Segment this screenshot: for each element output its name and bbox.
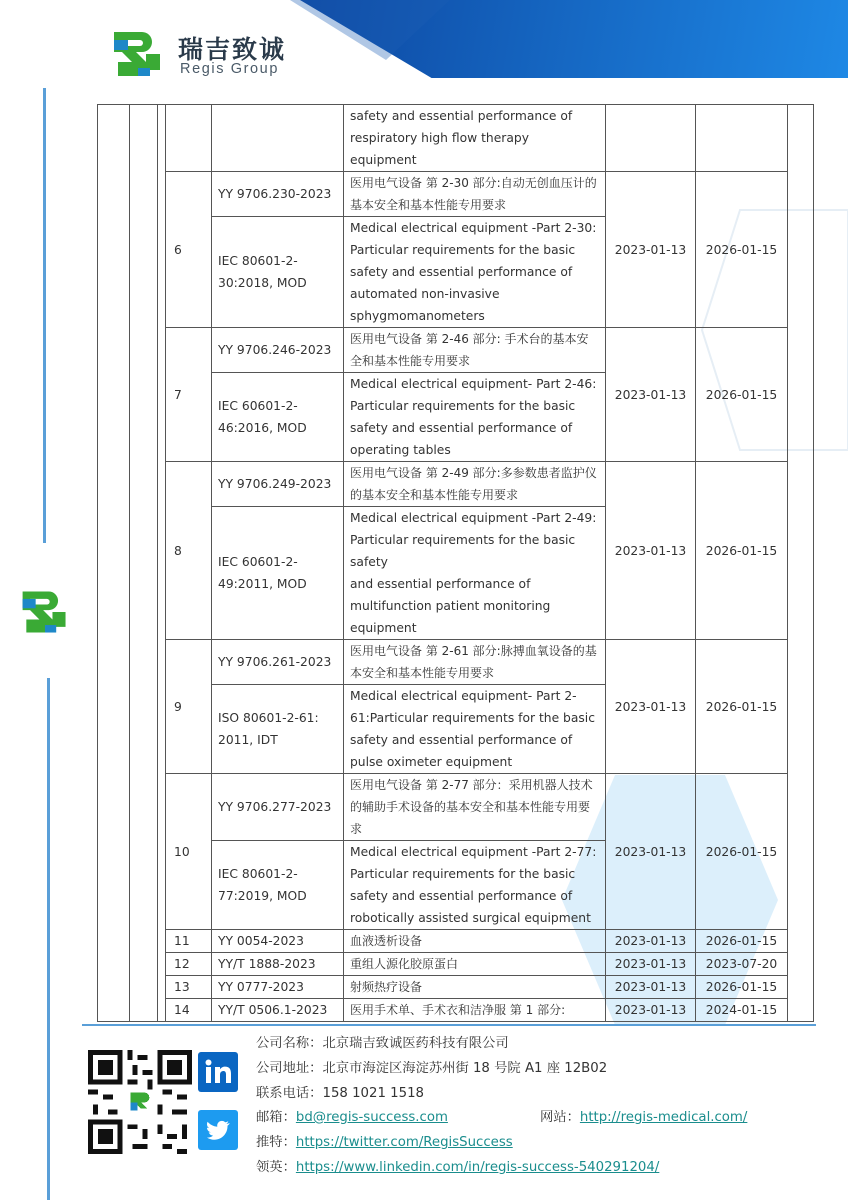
phone-number: 158 1021 1518 [322,1086,424,1101]
row-number: 11 [166,930,212,953]
standard-code: YY/T 0506.1-2023 [212,999,344,1022]
chinese-title-cell: 医用电气设备 第 2-49 部分:多参数患者监护仪的基本安全和基本性能专用要求 [344,462,606,507]
table-row [98,462,814,507]
international-standard-code: IEC 60601-2-46:2016, MOD [212,373,344,462]
table-row [98,172,814,217]
issue-date: 2023-01-13 [606,976,696,999]
row-number: 7 [166,328,212,462]
standard-code: YY 9706.230-2023 [212,172,344,217]
english-title-cell [344,507,606,640]
logo-chinese-name: 瑞吉致诚 [178,35,287,64]
chinese-title-cell: 医用电气设备 第 2-30 部分:自动无创血压计的基本安全和基本性能专用要求 [344,172,606,217]
chinese-title-cell: 重组人源化胶原蛋白 [344,953,606,976]
chinese-title-cell: 医用电气设备 第 2-61 部分:脉搏血氧设备的基本安全和基本性能专用要求 [344,640,606,685]
company-name-line: 公司名称：北京瑞吉致诚医药科技有限公司 [256,1036,509,1051]
table-row [98,930,814,953]
table-row [98,774,814,841]
company-name: 北京瑞吉致诚医药科技有限公司 [322,1036,509,1051]
table-row [98,105,814,172]
chinese-title-cell: 医用手术单、手术衣和洁净服 第 1 部分: [344,999,606,1022]
issue-date: 2023-01-13 [606,640,696,774]
international-standard-code: IEC 80601-2-30:2018, MOD [212,217,344,328]
english-title-part-b: and essential performance of multifunction patient monitoring equipment [350,577,551,635]
issue-date: 2023-01-13 [606,953,696,976]
twitter-link[interactable]: https://twitter.com/RegisSuccess [295,1135,513,1150]
email-line: 邮箱：bd@regis-success.com [256,1110,448,1125]
row-number: 14 [166,999,212,1022]
english-title-cell: Medical electrical equipment- Part 2-61:Particular requirements for the basic safety and essential performance of pulse oximeter equipment [344,685,606,774]
implementation-date: 2024-01-15 [696,999,788,1022]
phone-line: 联系电话：158 1021 1518 [256,1086,424,1101]
row-number: 13 [166,976,212,999]
row-number: 10 [166,774,212,930]
issue-date: 2023-01-13 [606,774,696,930]
standards-table [97,104,814,1022]
table-row [98,999,814,1022]
row-number: 8 [166,462,212,640]
implementation-date: 2026-01-15 [696,976,788,999]
website-link[interactable]: http://regis-medical.com/ [579,1110,748,1125]
linkedin-link[interactable]: https://www.linkedin.com/in/regis-success-540291204/ [295,1160,660,1175]
table-row [98,976,814,999]
international-standard-code: IEC 80601-2-77:2019, MOD [212,841,344,930]
standard-code: YY 9706.277-2023 [212,774,344,841]
standard-code: YY 9706.261-2023 [212,640,344,685]
company-address-line: 公司地址：北京市海淀区海淀苏州街 18 号院 A1 座 12B02 [256,1061,608,1076]
linkedin-line: 领英：https://www.linkedin.com/in/regis-success-540291204/ [256,1160,660,1175]
issue-date: 2023-01-13 [606,328,696,462]
english-title-cell: Medical electrical equipment -Part 2-77: Particular requirements for the basic safety and essential performance of robotically assisted surgical equipment [344,841,606,930]
issue-date: 2023-01-13 [606,930,696,953]
logo-english-name: Regis Group [180,61,279,77]
linkedin-icon[interactable] [198,1052,238,1092]
qr-code-icon [88,1050,192,1154]
english-title-cell: Medical electrical equipment -Part 2-30: Particular requirements for the basic safety and essential performance of automated non-invasive sphygmomanometers [344,217,606,328]
website-line: 网站：http://regis-medical.com/ [540,1110,748,1125]
email-link[interactable]: bd@regis-success.com [295,1110,448,1125]
issue-date: 2023-01-13 [606,462,696,640]
international-standard-code: IEC 60601-2-49:2011, MOD [212,507,344,640]
row-number: 9 [166,640,212,774]
company-address: 北京市海淀区海淀苏州街 18 号院 A1 座 12B02 [322,1061,608,1076]
twitter-line: 推特：https://twitter.com/RegisSuccess [256,1135,513,1150]
issue-date: 2023-01-13 [606,172,696,328]
implementation-date: 2023-07-20 [696,953,788,976]
standard-code: YY/T 1888-2023 [212,953,344,976]
standard-code: YY 0054-2023 [212,930,344,953]
implementation-date: 2026-01-15 [696,930,788,953]
english-title-part-a: Medical electrical equipment -Part 2-49: Particular requirements for the basic safety [350,511,597,569]
implementation-date: 2026-01-15 [696,172,788,328]
table-row [98,953,814,976]
implementation-date: 2026-01-15 [696,462,788,640]
table-row [98,328,814,373]
implementation-date: 2026-01-15 [696,774,788,930]
chinese-title-cell: 医用电气设备 第 2-77 部分：采用机器人技术的辅助手术设备的基本安全和基本性能专用要求 [344,774,606,841]
standard-code: YY 9706.249-2023 [212,462,344,507]
side-rule-top [43,88,46,543]
english-title-cell: Medical electrical equipment- Part 2-46: Particular requirements for the basic safety and essential performance of operating tables [344,373,606,462]
international-standard-code: ISO 80601-2-61: 2011, IDT [212,685,344,774]
standard-code: YY 0777-2023 [212,976,344,999]
side-rule-bottom [47,678,50,1200]
implementation-date: 2026-01-15 [696,328,788,462]
footer-divider [82,1024,816,1026]
table-row [98,640,814,685]
chinese-title-cell: 血液透析设备 [344,930,606,953]
chinese-title-cell: 射频热疗设备 [344,976,606,999]
regis-logo-icon [108,24,168,84]
implementation-date: 2026-01-15 [696,640,788,774]
standard-code: YY 9706.246-2023 [212,328,344,373]
row-number: 6 [166,172,212,328]
regis-side-logo-icon [17,584,73,640]
chinese-title-cell: 医用电气设备 第 2-46 部分: 手术台的基本安全和基本性能专用要求 [344,328,606,373]
issue-date: 2023-01-13 [606,999,696,1022]
row-number: 12 [166,953,212,976]
english-title-cell: safety and essential performance of respiratory high flow therapy equipment [344,105,606,172]
twitter-icon[interactable] [198,1110,238,1150]
